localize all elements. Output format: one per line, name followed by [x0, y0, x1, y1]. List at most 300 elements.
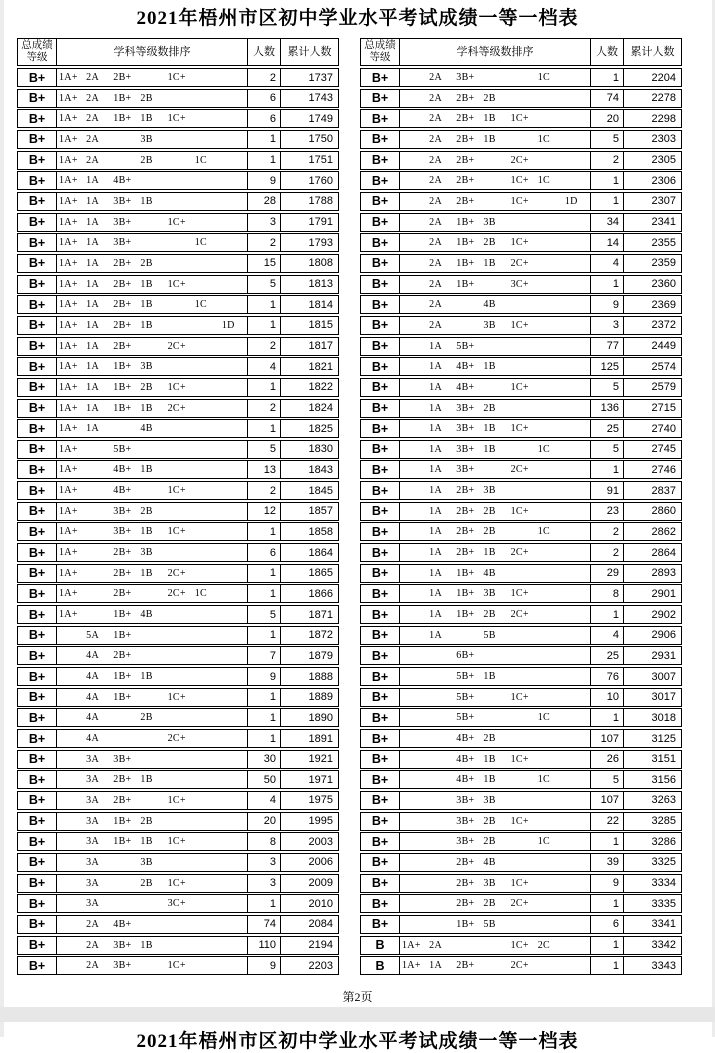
cumulative-count-cell: 1750: [308, 133, 333, 146]
count-cell: 23: [591, 503, 624, 520]
table-row: [17, 626, 339, 645]
table-row: [360, 956, 682, 975]
grade-token: 1A: [429, 609, 442, 621]
grade-token: 1A+: [59, 381, 78, 393]
total-grade-cell: B+: [18, 69, 57, 86]
count-cell: 6: [248, 90, 281, 107]
grade-token: 1A: [429, 340, 442, 352]
grade-token: 2A: [429, 195, 442, 207]
table-row: [17, 770, 339, 789]
total-grade-cell: B+: [18, 90, 57, 107]
subject-grade-sequence-cell: [400, 771, 591, 788]
count-cell: 125: [591, 358, 624, 375]
cumulative-count-cell: 1879: [308, 649, 333, 662]
cumulative-count-cell: 1791: [308, 216, 333, 229]
grade-token: 2A: [429, 113, 442, 125]
total-grade-cell: B+: [361, 854, 400, 871]
cumulative-count-cell: 1751: [308, 154, 333, 167]
subject-grade-sequence-cell: [57, 523, 248, 540]
count-cell: 1: [248, 689, 281, 706]
grade-token: 4A: [86, 691, 99, 703]
grade-token: 1A+: [59, 72, 78, 83]
grade-token: 1A+: [59, 402, 78, 414]
cumulative-count-cell: 1975: [308, 794, 333, 807]
count-cell: 3: [248, 214, 281, 231]
subject-grade-sequence-cell: [400, 193, 591, 210]
total-grade-cell: B+: [18, 813, 57, 830]
grade-token: 1C: [537, 526, 550, 538]
subject-grade-sequence-cell: [57, 503, 248, 520]
grade-token: 4B+: [113, 485, 132, 497]
grade-token: 2B: [483, 402, 496, 414]
grade-token: 2A: [429, 299, 442, 311]
total-grade-cell: B+: [18, 771, 57, 788]
subject-grade-sequence-cell: [57, 957, 248, 974]
cumulative-count-cell: 2084: [308, 918, 333, 931]
table-row: [360, 68, 682, 87]
subject-grade-sequence-cell: [400, 296, 591, 313]
grade-token: 1B: [483, 361, 496, 373]
grade-token: 3B+: [113, 195, 132, 207]
grade-token: 1C+: [510, 319, 529, 331]
grade-token: 1B+: [113, 671, 132, 683]
total-grade-cell: B+: [361, 379, 400, 396]
header-cumulative: 累计人数: [630, 45, 675, 58]
total-grade-cell: B+: [361, 276, 400, 293]
table-row: [17, 502, 339, 521]
grade-token: 3A: [86, 794, 99, 806]
next-page-top-edge: [0, 1022, 715, 1052]
grade-token: 1B+: [456, 588, 475, 600]
grade-token: 5B+: [113, 443, 132, 455]
count-cell: 26: [591, 751, 624, 768]
total-grade-cell: B+: [18, 875, 57, 892]
total-grade-cell: B+: [18, 957, 57, 974]
grade-token: 2B: [140, 92, 153, 104]
subject-grade-sequence-cell: [400, 523, 591, 540]
grade-token: 1C+: [510, 175, 529, 187]
table-row: [17, 68, 339, 87]
cumulative-count-cell: 2574: [651, 360, 676, 373]
total-grade-cell: B+: [361, 792, 400, 809]
total-grade-cell: B+: [361, 833, 400, 850]
results-table-right: [360, 38, 682, 977]
grade-token: 1B: [140, 774, 153, 786]
total-grade-cell: B+: [361, 420, 400, 437]
cumulative-count-cell: 3156: [651, 773, 676, 786]
grade-token: 2B+: [456, 547, 475, 559]
grade-token: 1A: [429, 526, 442, 538]
subject-grade-sequence-cell: [400, 358, 591, 375]
cumulative-count-cell: 3335: [651, 897, 676, 910]
grade-token: 3B: [483, 216, 496, 228]
table-row: [17, 832, 339, 851]
grade-token: 1C+: [167, 113, 186, 125]
grade-token: 2B: [140, 877, 153, 889]
count-cell: 2: [248, 69, 281, 86]
grade-token: 1C+: [167, 691, 186, 703]
subject-grade-sequence-cell: [400, 833, 591, 850]
count-cell: 5: [591, 771, 624, 788]
table-row: [17, 688, 339, 707]
grade-token: 1B+: [456, 567, 475, 579]
grade-token: 2B: [483, 733, 496, 744]
cumulative-count-cell: 1871: [308, 608, 333, 621]
grade-token: 4B+: [113, 464, 132, 476]
grade-token: 1A: [86, 319, 99, 331]
grade-token: 1A: [429, 381, 442, 393]
grade-token: 2A: [429, 92, 442, 104]
grade-token: 1A: [429, 505, 442, 517]
grade-token: 1A: [86, 278, 99, 290]
cumulative-count-cell: 1889: [308, 691, 333, 704]
grade-token: 1C+: [167, 485, 186, 497]
grade-token: 1B+: [113, 402, 132, 414]
subject-grade-sequence-cell: [400, 668, 591, 685]
subject-grade-sequence-cell: [400, 813, 591, 830]
grade-token: 1B+: [456, 609, 475, 621]
table-row: [17, 440, 339, 459]
count-cell: 10: [591, 689, 624, 706]
grade-token: 1C+: [167, 877, 186, 889]
total-grade-cell: B+: [18, 895, 57, 912]
grade-token: 1C+: [510, 195, 529, 207]
grade-token: 2A: [86, 939, 99, 951]
count-cell: 1: [591, 957, 624, 974]
count-cell: 1: [248, 317, 281, 334]
grade-token: 2B+: [456, 113, 475, 125]
grade-token: 1A+: [59, 133, 78, 145]
table-row: [17, 130, 339, 149]
count-cell: 9: [248, 668, 281, 685]
table-row: [17, 213, 339, 232]
grade-token: 4A: [86, 712, 99, 724]
grade-token: 4B+: [456, 733, 475, 744]
subject-grade-sequence-cell: [57, 193, 248, 210]
table-row: [360, 667, 682, 686]
subject-grade-sequence-cell: [400, 234, 591, 251]
table-row: [360, 275, 682, 294]
grade-token: 1B: [140, 836, 153, 848]
table-row: [360, 729, 682, 748]
count-cell: 107: [591, 730, 624, 747]
cumulative-count-cell: 3334: [651, 877, 676, 890]
total-grade-cell: B+: [18, 110, 57, 127]
grade-token: 2C+: [510, 547, 529, 559]
table-row: [17, 729, 339, 748]
grade-token: 1D: [564, 195, 578, 207]
subject-grade-sequence-cell: [57, 255, 248, 272]
subject-grade-sequence-cell: [57, 172, 248, 189]
table-row: [360, 171, 682, 190]
grade-token: 2B: [483, 505, 496, 517]
subject-grade-sequence-cell: [57, 420, 248, 437]
cumulative-count-cell: 1822: [308, 381, 333, 394]
subject-grade-sequence-cell: [57, 152, 248, 169]
grade-token: 1B: [483, 774, 496, 786]
grade-token: 3A: [86, 856, 99, 868]
grade-token: 1C+: [167, 526, 186, 538]
cumulative-count-cell: 1865: [308, 567, 333, 580]
grade-token: 1C+: [167, 381, 186, 393]
grade-token: 1A+: [59, 443, 78, 455]
total-grade-cell: B+: [18, 461, 57, 478]
table-row: [360, 213, 682, 232]
total-grade-cell: B+: [361, 751, 400, 768]
page-number: 第2页: [342, 990, 373, 1004]
total-grade-cell: B+: [18, 627, 57, 644]
cumulative-count-cell: 2303: [651, 133, 676, 146]
count-cell: 5: [591, 441, 624, 458]
grade-token: 2A: [86, 72, 99, 83]
cumulative-count-cell: 1830: [308, 443, 333, 456]
cumulative-count-cell: 2862: [651, 525, 676, 538]
cumulative-count-cell: 2203: [308, 959, 333, 972]
count-cell: 9: [591, 296, 624, 313]
subject-grade-sequence-cell: [57, 833, 248, 850]
count-cell: 1: [248, 420, 281, 437]
count-cell: 5: [591, 131, 624, 148]
count-cell: 25: [591, 647, 624, 664]
grade-token: 1B: [483, 753, 496, 765]
grade-token: 2A: [429, 175, 442, 187]
cumulative-count-cell: 2355: [651, 236, 676, 249]
subject-grade-sequence-cell: [57, 234, 248, 251]
grade-token: 1C+: [510, 381, 529, 393]
grade-token: 1B+: [113, 629, 132, 641]
grade-token: 2B+: [456, 505, 475, 517]
count-cell: 8: [591, 585, 624, 602]
grade-token: 1C: [194, 154, 207, 166]
grade-token: 1B: [140, 402, 153, 414]
cumulative-count-cell: 3017: [651, 691, 676, 704]
cumulative-count-cell: 3285: [651, 815, 676, 828]
grade-token: 1A: [429, 464, 442, 476]
total-grade-cell: B+: [361, 482, 400, 499]
table-row: [360, 543, 682, 562]
grade-token: 1B+: [456, 216, 475, 228]
total-grade-cell: B+: [361, 90, 400, 107]
grade-token: 6B+: [456, 650, 475, 662]
grade-token: 3B+: [113, 526, 132, 538]
count-cell: 1: [591, 937, 624, 954]
count-cell: 5: [248, 606, 281, 623]
grade-token: 1C+: [510, 691, 529, 703]
cumulative-count-cell: 1793: [308, 236, 333, 249]
subject-grade-sequence-cell: [400, 544, 591, 561]
grade-token: 1C+: [510, 113, 529, 125]
table-row: [17, 915, 339, 934]
total-grade-cell: B+: [18, 131, 57, 148]
grade-token: 3B+: [456, 464, 475, 476]
subject-grade-sequence-cell: [400, 69, 591, 86]
subject-grade-sequence-cell: [400, 276, 591, 293]
cumulative-count-cell: 2740: [651, 422, 676, 435]
count-cell: 12: [248, 503, 281, 520]
table-row: [360, 791, 682, 810]
count-cell: 1: [591, 709, 624, 726]
cumulative-count-cell: 2003: [308, 835, 333, 848]
grade-token: 3B: [483, 319, 496, 331]
count-cell: 1: [248, 296, 281, 313]
table-row: [360, 894, 682, 913]
cumulative-count-cell: 2902: [651, 608, 676, 621]
count-cell: 1: [248, 131, 281, 148]
subject-grade-sequence-cell: [57, 441, 248, 458]
total-grade-cell: B+: [361, 647, 400, 664]
grade-token: 4B+: [113, 918, 132, 930]
cumulative-count-cell: 2306: [651, 174, 676, 187]
grade-token: 2B: [483, 92, 496, 104]
grade-token: 1C+: [510, 588, 529, 600]
grade-token: 1B+: [113, 815, 132, 827]
grade-token: 1B+: [113, 836, 132, 848]
grade-token: 4A: [86, 671, 99, 683]
subject-grade-sequence-cell: [57, 647, 248, 664]
count-cell: 50: [248, 771, 281, 788]
table-row: [360, 399, 682, 418]
grade-token: 1A: [86, 340, 99, 352]
subject-grade-sequence-cell: [57, 813, 248, 830]
grade-token: 1A+: [59, 278, 78, 290]
table-row: [17, 543, 339, 562]
table-body: [17, 68, 339, 975]
grade-token: 4B+: [456, 381, 475, 393]
grade-token: 1B: [483, 113, 496, 125]
table-row: [360, 419, 682, 438]
grade-token: 1A: [429, 402, 442, 414]
cumulative-count-cell: 1872: [308, 629, 333, 642]
grade-token: 1B: [483, 547, 496, 559]
total-grade-cell: B+: [361, 916, 400, 933]
grade-token: 1A+: [59, 237, 78, 249]
grade-token: 1C: [537, 175, 550, 187]
table-row: [17, 316, 339, 335]
cumulative-count-cell: 2341: [651, 216, 676, 229]
grade-token: 1B: [483, 443, 496, 455]
grade-token: 4B: [140, 423, 153, 435]
grade-token: 1C: [537, 774, 550, 786]
total-grade-cell: B+: [18, 730, 57, 747]
count-cell: 1: [248, 730, 281, 747]
subject-grade-sequence-cell: [400, 709, 591, 726]
table-row: [17, 295, 339, 314]
table-row: [360, 130, 682, 149]
grade-token: 5B+: [456, 691, 475, 703]
cumulative-count-cell: 1890: [308, 711, 333, 724]
grade-token: 1B+: [113, 691, 132, 703]
cumulative-count-cell: 1824: [308, 402, 333, 414]
subject-grade-sequence-cell: [57, 90, 248, 107]
cumulative-count-cell: 2893: [651, 567, 676, 580]
cumulative-count-cell: 3286: [651, 835, 676, 848]
grade-token: 2A: [429, 154, 442, 166]
table-row: [17, 275, 339, 294]
grade-token: 1A+: [402, 939, 421, 951]
grade-token: 1A+: [59, 588, 78, 600]
total-grade-cell: B+: [18, 317, 57, 334]
count-cell: 22: [591, 813, 624, 830]
subject-grade-sequence-cell: [400, 689, 591, 706]
header-total-grade: 总成绩 等级: [361, 39, 400, 65]
total-grade-cell: B+: [361, 296, 400, 313]
grade-token: 5A: [86, 629, 99, 641]
grade-token: 3A: [86, 815, 99, 827]
count-cell: 20: [248, 813, 281, 830]
table-row: [17, 791, 339, 810]
subject-grade-sequence-cell: [400, 441, 591, 458]
grade-token: 2A: [86, 113, 99, 125]
cumulative-count-cell: 2860: [651, 505, 676, 518]
grade-token: 2B: [483, 609, 496, 621]
grade-token: 2A: [429, 133, 442, 145]
total-grade-cell: B+: [361, 400, 400, 417]
count-cell: 136: [591, 400, 624, 417]
subject-grade-sequence-cell: [400, 503, 591, 520]
cumulative-count-cell: 1857: [308, 505, 333, 518]
grade-token: 2B+: [456, 175, 475, 187]
grade-token: 1B+: [456, 257, 475, 269]
grade-token: 2B+: [113, 340, 132, 352]
total-grade-cell: B+: [361, 585, 400, 602]
table-row: [17, 337, 339, 356]
total-grade-cell: B+: [18, 379, 57, 396]
cumulative-count-cell: 2449: [651, 340, 676, 353]
total-grade-cell: B+: [18, 255, 57, 272]
grade-token: 3A: [86, 836, 99, 848]
total-grade-cell: B+: [18, 214, 57, 231]
cumulative-count-cell: 2305: [651, 154, 676, 167]
grade-token: 1C+: [167, 836, 186, 848]
subject-grade-sequence-cell: [57, 709, 248, 726]
table-row: [360, 151, 682, 170]
count-cell: 91: [591, 482, 624, 499]
total-grade-cell: B+: [18, 833, 57, 850]
cumulative-count-cell: 1749: [308, 112, 333, 125]
cumulative-count-cell: 1921: [308, 753, 333, 766]
grade-token: 1C+: [510, 877, 529, 889]
subject-grade-sequence-cell: [57, 895, 248, 912]
table-row: [360, 936, 682, 955]
subject-grade-sequence-cell: [400, 172, 591, 189]
grade-token: 1A: [86, 195, 99, 207]
total-grade-cell: B+: [18, 647, 57, 664]
grade-token: 3B+: [456, 815, 475, 827]
grade-token: 3B+: [456, 402, 475, 414]
count-cell: 1: [591, 69, 624, 86]
grade-token: 3B: [483, 485, 496, 497]
count-cell: 9: [591, 875, 624, 892]
subject-grade-sequence-cell: [57, 131, 248, 148]
count-cell: 5: [248, 276, 281, 293]
count-cell: 1: [591, 193, 624, 210]
table-row: [360, 770, 682, 789]
header-total-grade: 总成绩 等级: [18, 39, 57, 65]
grade-token: 1A: [86, 175, 99, 187]
table-header-row: [17, 38, 339, 66]
cumulative-count-cell: 1760: [308, 174, 333, 187]
table-row: [360, 812, 682, 831]
table-row: [360, 89, 682, 108]
grade-token: 2B+: [113, 278, 132, 290]
table-row: [360, 316, 682, 335]
cumulative-count-cell: 2715: [651, 402, 676, 414]
count-cell: 4: [591, 627, 624, 644]
cumulative-count-cell: 1845: [308, 484, 333, 497]
grade-token: 2B+: [456, 195, 475, 207]
grade-token: 1A: [86, 402, 99, 414]
cumulative-count-cell: 1825: [308, 422, 333, 435]
